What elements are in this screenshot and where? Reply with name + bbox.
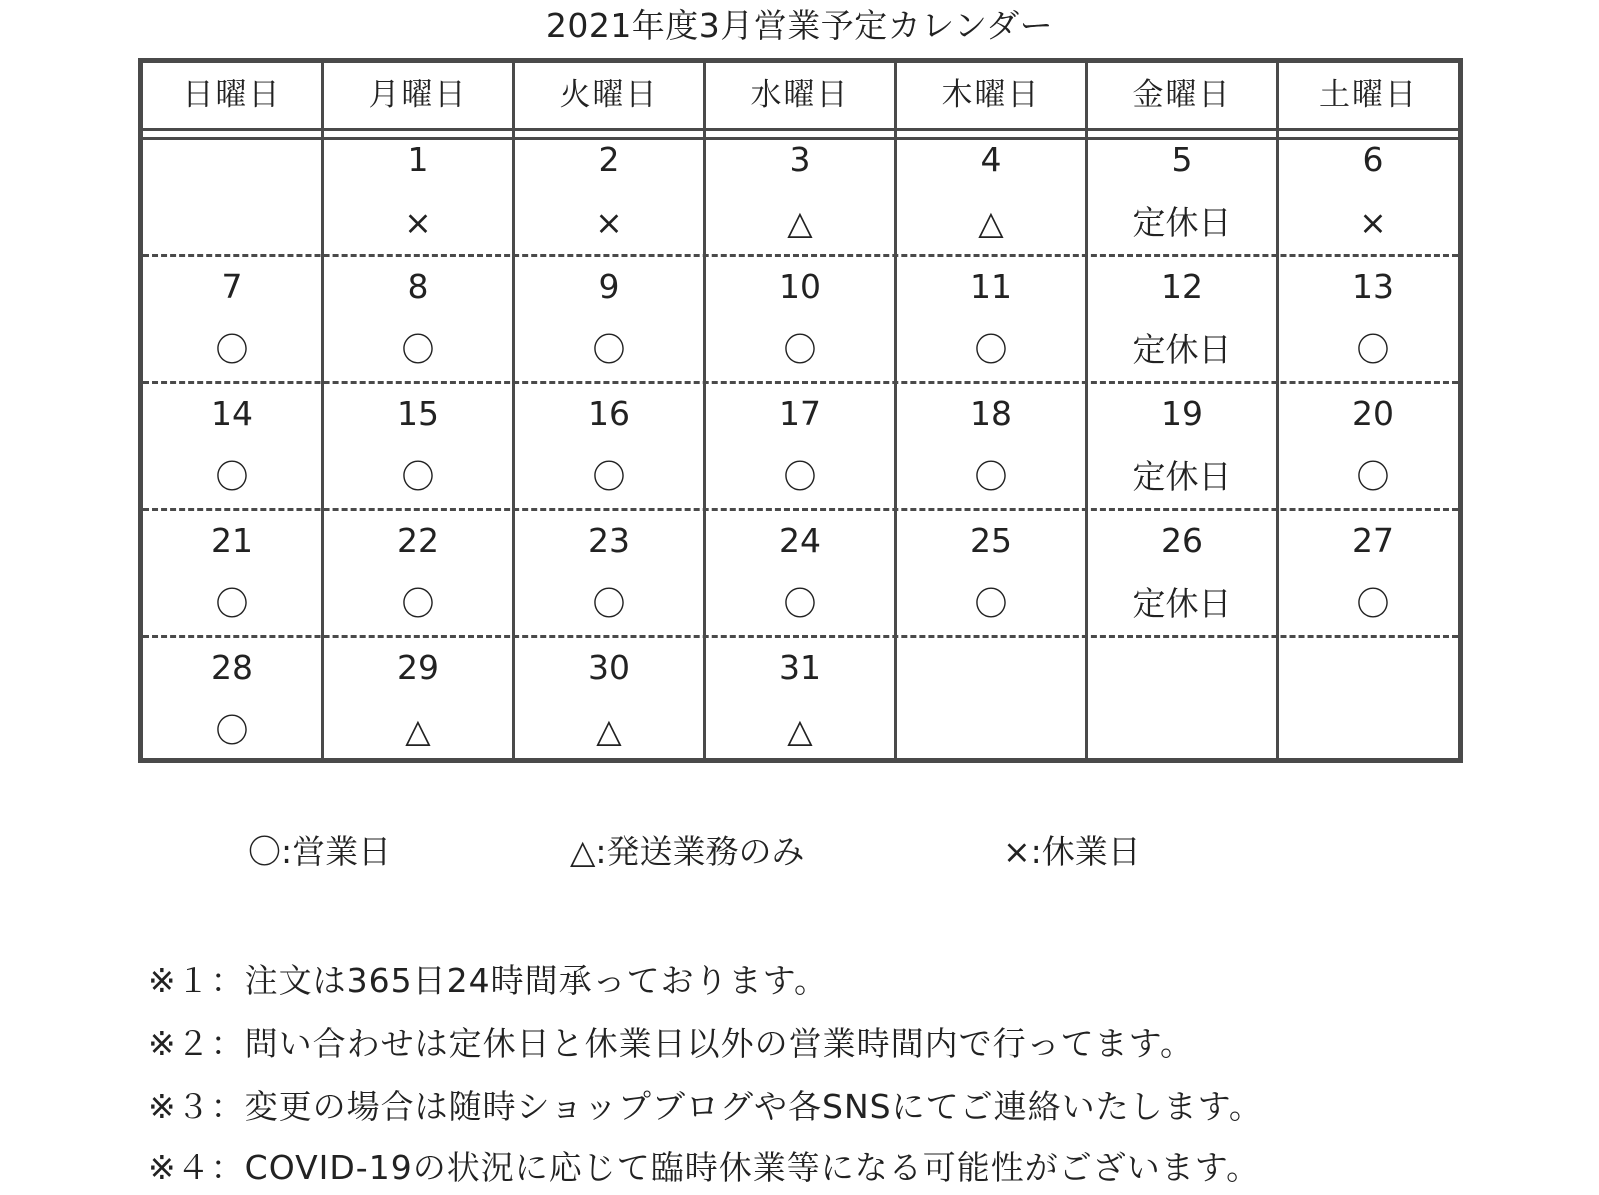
calendar-table <box>138 58 1463 763</box>
day-status: 〇 <box>783 457 817 496</box>
day-cell <box>515 384 703 510</box>
day-status <box>138 203 326 243</box>
day-cell <box>515 638 703 764</box>
day-status: 〇 <box>1356 330 1390 369</box>
day-status: 〇 <box>974 457 1008 496</box>
day-number <box>1279 648 1467 688</box>
day-number: 8 <box>407 267 429 306</box>
day-status: 〇 <box>401 584 435 623</box>
day-cell <box>324 130 512 256</box>
day-number: 18 <box>970 394 1012 433</box>
day-number: 29 <box>397 648 439 687</box>
day-status: 〇 <box>592 330 626 369</box>
day-cell <box>1279 384 1467 510</box>
day-cell <box>324 384 512 510</box>
day-number: 27 <box>1352 521 1394 560</box>
day-status: 〇 <box>215 584 249 623</box>
note-3: ※３：変更の場合は随時ショップブログや各SNSにてご連絡いたします。 <box>148 1087 1263 1126</box>
day-status: 定休日 <box>1132 457 1232 496</box>
note-1: ※１：注文は365日24時間承っております。 <box>148 961 828 1000</box>
day-number: 25 <box>970 521 1012 560</box>
day-status <box>1279 711 1467 751</box>
day-number: 30 <box>588 648 630 687</box>
day-number: 26 <box>1161 521 1203 560</box>
day-cell <box>706 638 894 764</box>
day-status: 〇 <box>783 330 817 369</box>
day-number: 5 <box>1171 140 1193 179</box>
day-number: 16 <box>588 394 630 433</box>
day-status: 〇 <box>215 711 249 750</box>
day-status: 定休日 <box>1132 584 1232 623</box>
day-cell <box>515 130 703 256</box>
day-status: △ <box>405 711 431 750</box>
day-cell <box>706 511 894 637</box>
weekday-thursday: 木曜日 <box>941 77 1041 113</box>
day-number: 31 <box>779 648 821 687</box>
day-number: 22 <box>397 521 439 560</box>
day-number: 14 <box>211 394 253 433</box>
day-status: 定休日 <box>1132 203 1232 242</box>
day-number: 24 <box>779 521 821 560</box>
day-status: △ <box>787 711 813 750</box>
day-number: 19 <box>1161 394 1203 433</box>
day-number <box>897 648 1085 688</box>
legend-open-day: 〇:営業日 <box>248 832 392 871</box>
day-number: 9 <box>598 267 620 306</box>
weekday-sunday: 日曜日 <box>182 77 282 113</box>
day-cell <box>1088 511 1276 637</box>
day-status: 〇 <box>974 584 1008 623</box>
day-cell <box>1279 130 1467 256</box>
day-cell <box>1279 638 1467 764</box>
day-number: 1 <box>407 140 429 179</box>
day-status: 〇 <box>592 584 626 623</box>
day-status: 〇 <box>215 330 249 369</box>
day-cell <box>324 257 512 383</box>
day-cell <box>897 130 1085 256</box>
day-cell <box>1088 384 1276 510</box>
day-cell <box>138 257 326 383</box>
weekday-tuesday: 火曜日 <box>559 77 659 113</box>
day-cell <box>1279 511 1467 637</box>
day-cell <box>324 638 512 764</box>
note-4: ※４：COVID-19の状況に応じて臨時休業等になる可能性がございます。 <box>148 1148 1261 1187</box>
weekday-friday: 金曜日 <box>1132 77 1232 113</box>
day-number: 15 <box>397 394 439 433</box>
day-number <box>1088 648 1276 688</box>
day-status: △ <box>787 203 813 242</box>
day-number: 23 <box>588 521 630 560</box>
day-number: 20 <box>1352 394 1394 433</box>
day-cell <box>706 384 894 510</box>
day-cell <box>1088 638 1276 764</box>
day-status: 〇 <box>1356 584 1390 623</box>
day-status: 定休日 <box>1132 330 1232 369</box>
weekday-monday: 月曜日 <box>368 77 468 113</box>
day-status: 〇 <box>401 457 435 496</box>
day-status: 〇 <box>783 584 817 623</box>
day-number: 2 <box>598 140 620 179</box>
weekday-saturday: 土曜日 <box>1319 77 1418 113</box>
day-status: 〇 <box>1356 457 1390 496</box>
calendar-title: 2021年度3月営業予定カレンダー <box>545 6 1054 45</box>
day-cell <box>1279 257 1467 383</box>
day-status: 〇 <box>401 330 435 369</box>
day-status: × <box>595 203 623 242</box>
weekday-header-row <box>143 63 1458 131</box>
note-2: ※２：問い合わせは定休日と休業日以外の営業時間内で行ってます。 <box>148 1024 1195 1063</box>
legend-closed-day: ×:休業日 <box>1003 832 1141 871</box>
day-cell <box>897 511 1085 637</box>
day-cell <box>1088 130 1276 256</box>
day-number: 3 <box>789 140 811 179</box>
day-status <box>1088 711 1276 751</box>
day-cell <box>324 511 512 637</box>
day-status: 〇 <box>592 457 626 496</box>
day-status: × <box>1359 203 1387 242</box>
day-number: 4 <box>980 140 1002 179</box>
day-status: 〇 <box>974 330 1008 369</box>
day-cell <box>138 511 326 637</box>
day-status: 〇 <box>215 457 249 496</box>
day-number: 6 <box>1362 140 1384 179</box>
day-cell <box>897 384 1085 510</box>
day-status <box>897 711 1085 751</box>
day-status: × <box>404 203 432 242</box>
day-cell <box>897 638 1085 764</box>
day-cell <box>515 257 703 383</box>
day-number: 21 <box>211 521 253 560</box>
day-cell <box>897 257 1085 383</box>
day-status: △ <box>978 203 1004 242</box>
day-cell <box>138 130 326 256</box>
legend-shipping-only: △:発送業務のみ <box>570 832 805 871</box>
day-cell <box>515 511 703 637</box>
day-cell <box>706 257 894 383</box>
day-number: 28 <box>211 648 253 687</box>
day-cell <box>138 384 326 510</box>
day-number: 11 <box>970 267 1012 306</box>
day-number: 10 <box>779 267 821 306</box>
day-cell <box>1088 257 1276 383</box>
day-number: 13 <box>1352 267 1394 306</box>
day-cell <box>706 130 894 256</box>
day-cell <box>138 638 326 764</box>
day-number: 12 <box>1161 267 1203 306</box>
day-number: 7 <box>221 267 243 306</box>
day-status: △ <box>596 711 622 750</box>
day-number <box>138 140 326 180</box>
weekday-wednesday: 水曜日 <box>750 77 850 113</box>
day-number: 17 <box>779 394 821 433</box>
